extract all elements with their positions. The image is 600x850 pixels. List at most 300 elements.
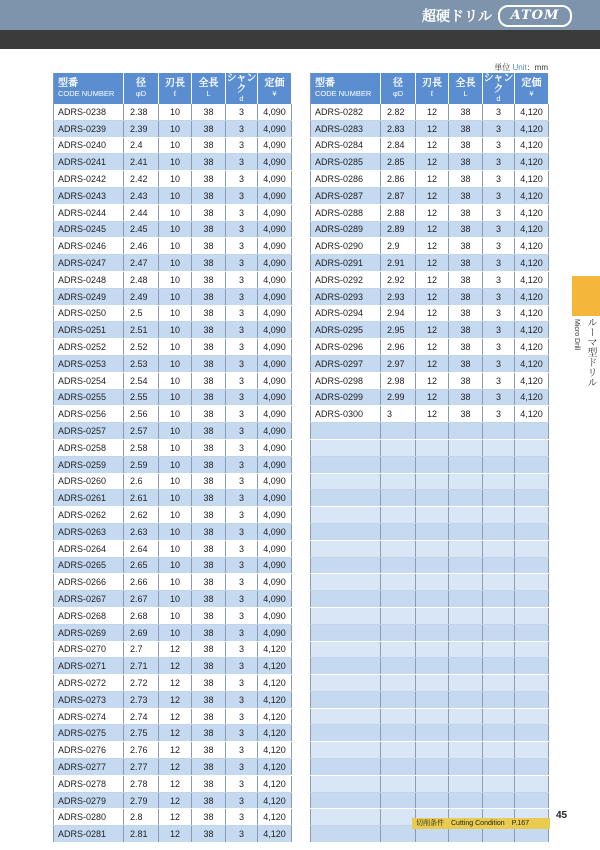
table-cell bbox=[483, 691, 515, 708]
table-cell bbox=[311, 607, 381, 624]
table-cell bbox=[416, 607, 449, 624]
table-cell: 4,120 bbox=[258, 708, 292, 725]
table-cell: 4,090 bbox=[258, 221, 292, 238]
table-cell: 4,090 bbox=[258, 591, 292, 608]
table-row bbox=[54, 204, 292, 221]
table-cell: 38 bbox=[192, 641, 226, 658]
table-cell bbox=[515, 725, 549, 742]
table-cell bbox=[416, 423, 449, 440]
table-cell bbox=[483, 591, 515, 608]
table-cell: 12 bbox=[416, 120, 449, 137]
table-cell bbox=[515, 775, 549, 792]
column-header-jp: 刃長 bbox=[422, 78, 442, 90]
table-cell: 3 bbox=[483, 406, 515, 423]
table-cell bbox=[311, 658, 381, 675]
table-cell: 3 bbox=[226, 742, 258, 759]
table-cell: 4,120 bbox=[258, 691, 292, 708]
table-cell bbox=[381, 742, 416, 759]
table-cell: ADRS-0241 bbox=[54, 154, 124, 171]
top-header-bar bbox=[0, 0, 600, 30]
table-cell bbox=[416, 456, 449, 473]
table-cell: 4,120 bbox=[515, 406, 549, 423]
table-cell: ADRS-0244 bbox=[54, 204, 124, 221]
table-cell: 4,090 bbox=[258, 389, 292, 406]
table-row bbox=[311, 339, 549, 356]
table-cell bbox=[449, 725, 483, 742]
table-cell: ADRS-0261 bbox=[54, 490, 124, 507]
table-cell: ADRS-0242 bbox=[54, 171, 124, 188]
table-cell bbox=[416, 725, 449, 742]
table-cell: 3 bbox=[226, 137, 258, 154]
empty-row bbox=[311, 523, 549, 540]
table-cell: ADRS-0245 bbox=[54, 221, 124, 238]
table-cell: ADRS-0284 bbox=[311, 137, 381, 154]
table-cell: 4,120 bbox=[515, 204, 549, 221]
table-cell: 4,090 bbox=[258, 171, 292, 188]
table-cell: 3 bbox=[226, 221, 258, 238]
table-cell: ADRS-0260 bbox=[54, 473, 124, 490]
table-cell: 2.81 bbox=[124, 826, 159, 843]
table-cell: 4,120 bbox=[258, 826, 292, 843]
table-cell bbox=[515, 708, 549, 725]
table-cell: 38 bbox=[192, 423, 226, 440]
table-cell: ADRS-0272 bbox=[54, 675, 124, 692]
table-cell: 38 bbox=[192, 507, 226, 524]
table-cell: ADRS-0238 bbox=[54, 104, 124, 120]
table-cell bbox=[311, 507, 381, 524]
table-cell: ADRS-0251 bbox=[54, 322, 124, 339]
table-cell: 10 bbox=[159, 221, 192, 238]
table-row bbox=[54, 238, 292, 255]
table-cell bbox=[449, 775, 483, 792]
table-cell: 4,090 bbox=[258, 271, 292, 288]
table-cell bbox=[416, 507, 449, 524]
table-cell: ADRS-0267 bbox=[54, 591, 124, 608]
table-cell: 4,090 bbox=[258, 523, 292, 540]
table-cell: 38 bbox=[192, 490, 226, 507]
table-cell: ADRS-0253 bbox=[54, 355, 124, 372]
table-cell bbox=[311, 826, 381, 843]
column-header bbox=[159, 73, 192, 104]
table-cell: ADRS-0266 bbox=[54, 574, 124, 591]
column-header bbox=[54, 73, 124, 104]
table-cell: 38 bbox=[192, 120, 226, 137]
table-row bbox=[311, 372, 549, 389]
table-cell bbox=[381, 456, 416, 473]
table-cell: 3 bbox=[226, 507, 258, 524]
table-cell: 38 bbox=[449, 339, 483, 356]
table-cell: 4,120 bbox=[515, 154, 549, 171]
table-cell: 12 bbox=[159, 792, 192, 809]
table-cell: 38 bbox=[449, 104, 483, 120]
table-cell bbox=[416, 759, 449, 776]
table-cell: 4,120 bbox=[515, 171, 549, 188]
table-cell: 12 bbox=[416, 305, 449, 322]
table-cell: ADRS-0296 bbox=[311, 339, 381, 356]
table-cell: 2.67 bbox=[124, 591, 159, 608]
table-cell: 3 bbox=[483, 339, 515, 356]
table-cell: 3 bbox=[226, 557, 258, 574]
table-cell: 38 bbox=[192, 389, 226, 406]
table-cell bbox=[381, 473, 416, 490]
table-cell bbox=[311, 759, 381, 776]
cutting-condition-link[interactable]: 切削条件 Cutting Condition P.167 bbox=[412, 818, 550, 829]
table-cell: 2.77 bbox=[124, 759, 159, 776]
table-cell: 4,090 bbox=[258, 507, 292, 524]
table-cell bbox=[311, 557, 381, 574]
table-row bbox=[54, 355, 292, 372]
table-cell: 3 bbox=[226, 288, 258, 305]
table-row bbox=[54, 591, 292, 608]
table-row bbox=[54, 624, 292, 641]
table-row bbox=[54, 809, 292, 826]
section-tab-marker bbox=[572, 276, 600, 316]
table-row bbox=[54, 406, 292, 423]
table-cell: 38 bbox=[192, 255, 226, 272]
page-number: 45 bbox=[556, 810, 568, 821]
table-cell bbox=[483, 557, 515, 574]
table-cell bbox=[483, 759, 515, 776]
table-cell: 38 bbox=[449, 221, 483, 238]
table-cell bbox=[515, 759, 549, 776]
table-cell: 2.9 bbox=[381, 238, 416, 255]
empty-row bbox=[311, 742, 549, 759]
table-cell: 4,120 bbox=[515, 322, 549, 339]
table-cell: 2.47 bbox=[124, 255, 159, 272]
table-cell: 38 bbox=[192, 658, 226, 675]
table-cell: 2.57 bbox=[124, 423, 159, 440]
table-cell: 4,120 bbox=[515, 187, 549, 204]
table-cell: 38 bbox=[192, 137, 226, 154]
table-row bbox=[54, 775, 292, 792]
table-cell: 12 bbox=[416, 238, 449, 255]
table-row bbox=[54, 423, 292, 440]
table-cell bbox=[515, 792, 549, 809]
table-row bbox=[54, 523, 292, 540]
table-cell: 38 bbox=[192, 574, 226, 591]
table-cell: 3 bbox=[483, 389, 515, 406]
empty-row bbox=[311, 759, 549, 776]
table-cell: 38 bbox=[192, 557, 226, 574]
table-cell: ADRS-0258 bbox=[54, 439, 124, 456]
empty-row bbox=[311, 574, 549, 591]
empty-row bbox=[311, 708, 549, 725]
table-cell: 10 bbox=[159, 591, 192, 608]
table-cell: 10 bbox=[159, 238, 192, 255]
column-header bbox=[449, 73, 483, 104]
table-cell: 4,090 bbox=[258, 423, 292, 440]
table-cell: 4,090 bbox=[258, 305, 292, 322]
table-cell: 2.45 bbox=[124, 221, 159, 238]
column-header bbox=[311, 73, 381, 104]
table-cell: 10 bbox=[159, 372, 192, 389]
table-cell: 3 bbox=[226, 322, 258, 339]
table-cell: 3 bbox=[226, 423, 258, 440]
table-cell: 4,090 bbox=[258, 490, 292, 507]
table-cell: 10 bbox=[159, 288, 192, 305]
column-header-en: ¥ bbox=[529, 88, 534, 98]
table-cell: 10 bbox=[159, 439, 192, 456]
table-cell bbox=[449, 708, 483, 725]
table-cell: 2.54 bbox=[124, 372, 159, 389]
table-cell bbox=[483, 675, 515, 692]
table-cell: 10 bbox=[159, 456, 192, 473]
table-cell bbox=[515, 507, 549, 524]
table-cell bbox=[483, 507, 515, 524]
column-header-en: φD bbox=[392, 88, 404, 98]
table-cell: 38 bbox=[449, 204, 483, 221]
table-cell bbox=[449, 507, 483, 524]
table-cell bbox=[515, 742, 549, 759]
table-cell: 10 bbox=[159, 523, 192, 540]
table-row bbox=[54, 691, 292, 708]
column-header-jp: 全長 bbox=[455, 78, 476, 90]
table-cell: 2.89 bbox=[381, 221, 416, 238]
table-cell bbox=[311, 775, 381, 792]
empty-row bbox=[311, 792, 549, 809]
column-header-en: CODE NUMBER bbox=[315, 88, 372, 98]
table-cell: ADRS-0248 bbox=[54, 271, 124, 288]
table-header bbox=[54, 73, 292, 104]
table-cell: ADRS-0298 bbox=[311, 372, 381, 389]
table-cell bbox=[483, 456, 515, 473]
table-cell: 12 bbox=[416, 271, 449, 288]
table-cell: 4,120 bbox=[515, 271, 549, 288]
table-row bbox=[311, 271, 549, 288]
table-cell: 38 bbox=[192, 591, 226, 608]
column-header-en: L bbox=[463, 88, 468, 98]
table-cell bbox=[449, 641, 483, 658]
table-cell: 3 bbox=[226, 372, 258, 389]
table-cell: 12 bbox=[416, 339, 449, 356]
table-row bbox=[311, 187, 549, 204]
table-cell: 3 bbox=[226, 523, 258, 540]
table-cell bbox=[483, 574, 515, 591]
table-cell: 2.91 bbox=[381, 255, 416, 272]
table-cell bbox=[381, 574, 416, 591]
table-row bbox=[54, 708, 292, 725]
table-cell bbox=[449, 523, 483, 540]
table-cell: ADRS-0283 bbox=[311, 120, 381, 137]
table-row bbox=[54, 742, 292, 759]
table-cell: ADRS-0291 bbox=[311, 255, 381, 272]
table-cell: 2.95 bbox=[381, 322, 416, 339]
table-cell: 3 bbox=[226, 591, 258, 608]
table-row bbox=[311, 238, 549, 255]
table-cell: ADRS-0239 bbox=[54, 120, 124, 137]
table-cell: 2.52 bbox=[124, 339, 159, 356]
table-cell: 3 bbox=[483, 187, 515, 204]
table-cell bbox=[381, 759, 416, 776]
table-cell: 38 bbox=[449, 355, 483, 372]
table-cell: ADRS-0273 bbox=[54, 691, 124, 708]
product-table-left bbox=[53, 73, 292, 843]
table-cell: ADRS-0276 bbox=[54, 742, 124, 759]
table-cell bbox=[416, 557, 449, 574]
section-label-en: Micro Drill bbox=[573, 319, 580, 351]
table-cell: ADRS-0268 bbox=[54, 607, 124, 624]
table-cell bbox=[416, 624, 449, 641]
table-cell: ADRS-0275 bbox=[54, 725, 124, 742]
column-header bbox=[416, 73, 449, 104]
table-cell: 4,090 bbox=[258, 406, 292, 423]
table-cell: 3 bbox=[226, 406, 258, 423]
empty-row bbox=[311, 439, 549, 456]
table-row bbox=[54, 288, 292, 305]
empty-row bbox=[311, 775, 549, 792]
table-cell bbox=[416, 675, 449, 692]
table-cell: 38 bbox=[449, 288, 483, 305]
table-cell: 3 bbox=[226, 708, 258, 725]
atom-logo: ATOM bbox=[498, 5, 572, 27]
table-cell: 3 bbox=[483, 305, 515, 322]
table-cell: ADRS-0252 bbox=[54, 339, 124, 356]
table-cell bbox=[515, 523, 549, 540]
table-cell: 38 bbox=[192, 675, 226, 692]
table-cell: 12 bbox=[416, 389, 449, 406]
table-row bbox=[54, 137, 292, 154]
table-cell: 12 bbox=[159, 809, 192, 826]
table-cell bbox=[483, 523, 515, 540]
empty-row bbox=[311, 658, 549, 675]
empty-row bbox=[311, 423, 549, 440]
table-cell: 4,090 bbox=[258, 473, 292, 490]
table-cell: 4,090 bbox=[258, 557, 292, 574]
column-header-en: ℓ bbox=[430, 88, 434, 98]
table-cell bbox=[311, 456, 381, 473]
table-cell bbox=[381, 826, 416, 843]
table-cell bbox=[311, 540, 381, 557]
table-cell bbox=[381, 624, 416, 641]
unit-label-en: Unit bbox=[512, 63, 527, 72]
table-row bbox=[54, 389, 292, 406]
table-cell: 4,120 bbox=[515, 372, 549, 389]
table-cell: 12 bbox=[159, 725, 192, 742]
table-cell: 2.8 bbox=[124, 809, 159, 826]
table-cell: 2.94 bbox=[381, 305, 416, 322]
table-cell: 38 bbox=[192, 339, 226, 356]
empty-row bbox=[311, 490, 549, 507]
table-cell: 3 bbox=[483, 120, 515, 137]
table-cell: 38 bbox=[192, 271, 226, 288]
table-cell: 12 bbox=[159, 691, 192, 708]
table-cell bbox=[483, 540, 515, 557]
table-cell bbox=[416, 742, 449, 759]
table-cell: 4,090 bbox=[258, 187, 292, 204]
table-cell: 2.84 bbox=[381, 137, 416, 154]
empty-row bbox=[311, 473, 549, 490]
table-cell: 12 bbox=[416, 171, 449, 188]
table-row bbox=[311, 221, 549, 238]
table-cell bbox=[311, 691, 381, 708]
table-cell: 38 bbox=[192, 305, 226, 322]
table-cell bbox=[483, 775, 515, 792]
table-cell: 3 bbox=[483, 204, 515, 221]
table-cell: 3 bbox=[226, 355, 258, 372]
table-cell: 3 bbox=[483, 255, 515, 272]
table-cell: 12 bbox=[416, 355, 449, 372]
column-header bbox=[381, 73, 416, 104]
table-cell: 38 bbox=[192, 322, 226, 339]
table-cell: 12 bbox=[416, 137, 449, 154]
table-cell: ADRS-0256 bbox=[54, 406, 124, 423]
table-cell: 3 bbox=[226, 574, 258, 591]
table-cell: ADRS-0274 bbox=[54, 708, 124, 725]
table-cell: 38 bbox=[192, 456, 226, 473]
table-cell: 38 bbox=[449, 322, 483, 339]
table-cell bbox=[381, 591, 416, 608]
table-cell: 38 bbox=[192, 204, 226, 221]
table-cell: 2.83 bbox=[381, 120, 416, 137]
table-cell: 38 bbox=[192, 540, 226, 557]
table-cell bbox=[381, 557, 416, 574]
table-cell bbox=[311, 439, 381, 456]
table-cell: 38 bbox=[449, 154, 483, 171]
table-cell: ADRS-0281 bbox=[54, 826, 124, 843]
table-cell: 10 bbox=[159, 171, 192, 188]
table-row bbox=[54, 255, 292, 272]
table-cell: 2.61 bbox=[124, 490, 159, 507]
table-cell: 2.58 bbox=[124, 439, 159, 456]
column-header-jp: 定価 bbox=[521, 78, 542, 90]
table-cell bbox=[311, 490, 381, 507]
table-cell: 2.41 bbox=[124, 154, 159, 171]
table-cell: 10 bbox=[159, 574, 192, 591]
table-cell: 3 bbox=[226, 641, 258, 658]
table-cell: ADRS-0300 bbox=[311, 406, 381, 423]
table-cell: 4,120 bbox=[258, 742, 292, 759]
table-cell: 2.69 bbox=[124, 624, 159, 641]
table-row bbox=[54, 792, 292, 809]
table-cell: ADRS-0297 bbox=[311, 355, 381, 372]
column-header-jp: 径 bbox=[136, 78, 146, 90]
table-cell: ADRS-0246 bbox=[54, 238, 124, 255]
empty-row bbox=[311, 591, 549, 608]
table-cell: 3 bbox=[483, 271, 515, 288]
table-cell bbox=[449, 792, 483, 809]
table-cell bbox=[515, 473, 549, 490]
table-cell: 2.87 bbox=[381, 187, 416, 204]
table-cell bbox=[311, 423, 381, 440]
table-cell: ADRS-0295 bbox=[311, 322, 381, 339]
table-cell bbox=[381, 540, 416, 557]
table-cell: 38 bbox=[449, 389, 483, 406]
table-cell: 2.86 bbox=[381, 171, 416, 188]
table-cell: 38 bbox=[192, 238, 226, 255]
column-header-jp: 全長 bbox=[198, 78, 219, 90]
table-cell bbox=[483, 490, 515, 507]
table-cell: 12 bbox=[416, 322, 449, 339]
table-cell: 3 bbox=[483, 372, 515, 389]
table-cell bbox=[449, 540, 483, 557]
table-cell: ADRS-0299 bbox=[311, 389, 381, 406]
table-cell: ADRS-0279 bbox=[54, 792, 124, 809]
table-cell: 3 bbox=[226, 439, 258, 456]
table-cell: 3 bbox=[226, 238, 258, 255]
table-cell: 4,120 bbox=[258, 775, 292, 792]
table-cell: 3 bbox=[483, 238, 515, 255]
table-cell bbox=[449, 574, 483, 591]
table-cell: 4,090 bbox=[258, 137, 292, 154]
table-cell: 3 bbox=[226, 658, 258, 675]
table-cell bbox=[515, 557, 549, 574]
table-cell: 12 bbox=[159, 641, 192, 658]
table-cell: 2.51 bbox=[124, 322, 159, 339]
table-cell bbox=[449, 473, 483, 490]
table-cell bbox=[311, 792, 381, 809]
table-cell: ADRS-0288 bbox=[311, 204, 381, 221]
table-cell: ADRS-0254 bbox=[54, 372, 124, 389]
